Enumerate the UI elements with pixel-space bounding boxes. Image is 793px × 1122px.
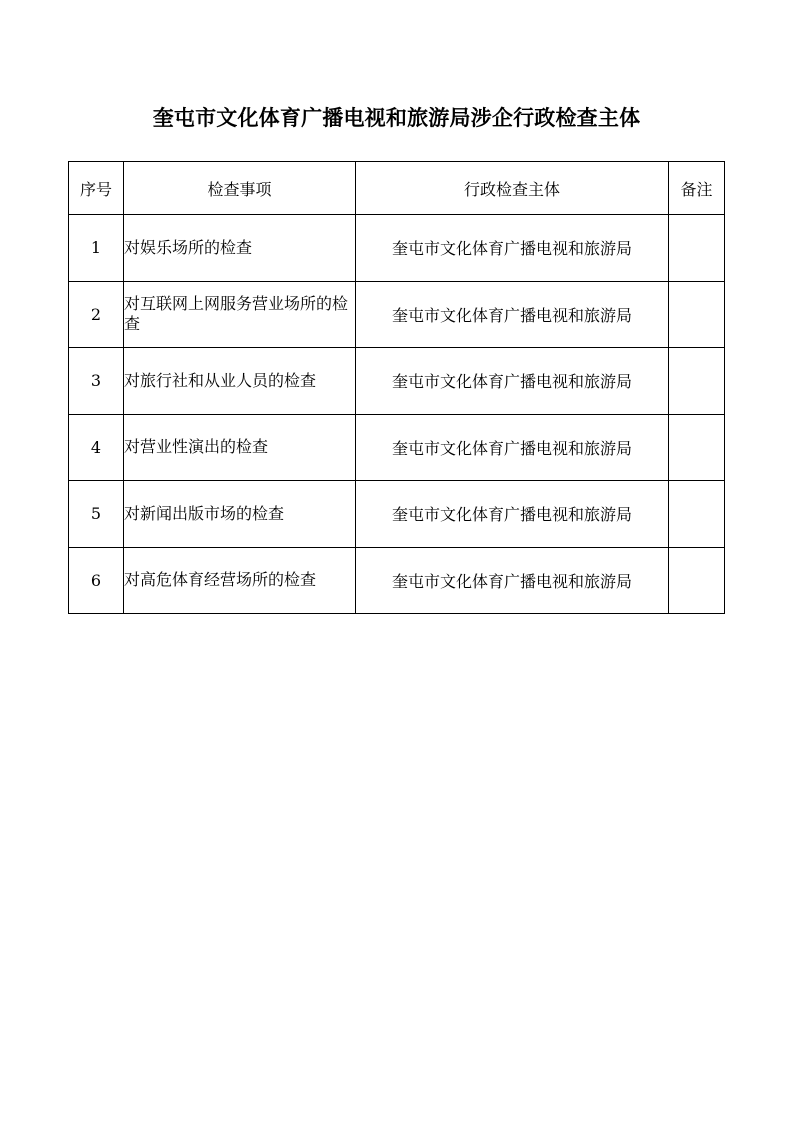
table-header-row [69,162,725,215]
document-title: 奎屯市文化体育广播电视和旅游局涉企行政检查主体 [152,105,641,130]
row-note [669,481,725,548]
header-subject: 行政检查主体 [356,162,669,215]
table-row [69,481,725,548]
header-item: 检查事项 [124,162,356,215]
header-no: 序号 [69,162,124,215]
row-note [669,215,725,282]
row-subject: 奎屯市文化体育广播电视和旅游局 [356,215,669,282]
row-subject: 奎屯市文化体育广播电视和旅游局 [356,348,669,415]
row-item: 对旅行社和从业人员的检查 [124,348,356,415]
row-no: 2 [69,281,124,348]
row-item: 对高危体育经营场所的检查 [124,547,356,614]
table-row [69,547,725,614]
row-subject: 奎屯市文化体育广播电视和旅游局 [356,281,669,348]
row-no: 6 [69,547,124,614]
row-subject: 奎屯市文化体育广播电视和旅游局 [356,547,669,614]
table-row [69,281,725,348]
row-no: 3 [69,348,124,415]
row-note [669,414,725,481]
row-item: 对新闻出版市场的检查 [124,481,356,548]
row-subject: 奎屯市文化体育广播电视和旅游局 [356,414,669,481]
row-no: 5 [69,481,124,548]
row-subject: 奎屯市文化体育广播电视和旅游局 [356,481,669,548]
row-note [669,348,725,415]
row-note [669,281,725,348]
row-no: 1 [69,215,124,282]
row-note [669,547,725,614]
table-row [69,215,725,282]
row-no: 4 [69,414,124,481]
inspection-subject-table [68,161,725,614]
row-item: 对娱乐场所的检查 [124,215,356,282]
table-row [69,348,725,415]
header-note: 备注 [669,162,725,215]
row-item: 对营业性演出的检查 [124,414,356,481]
row-item: 对互联网上网服务营业场所的检查 [124,281,356,348]
table-row [69,414,725,481]
